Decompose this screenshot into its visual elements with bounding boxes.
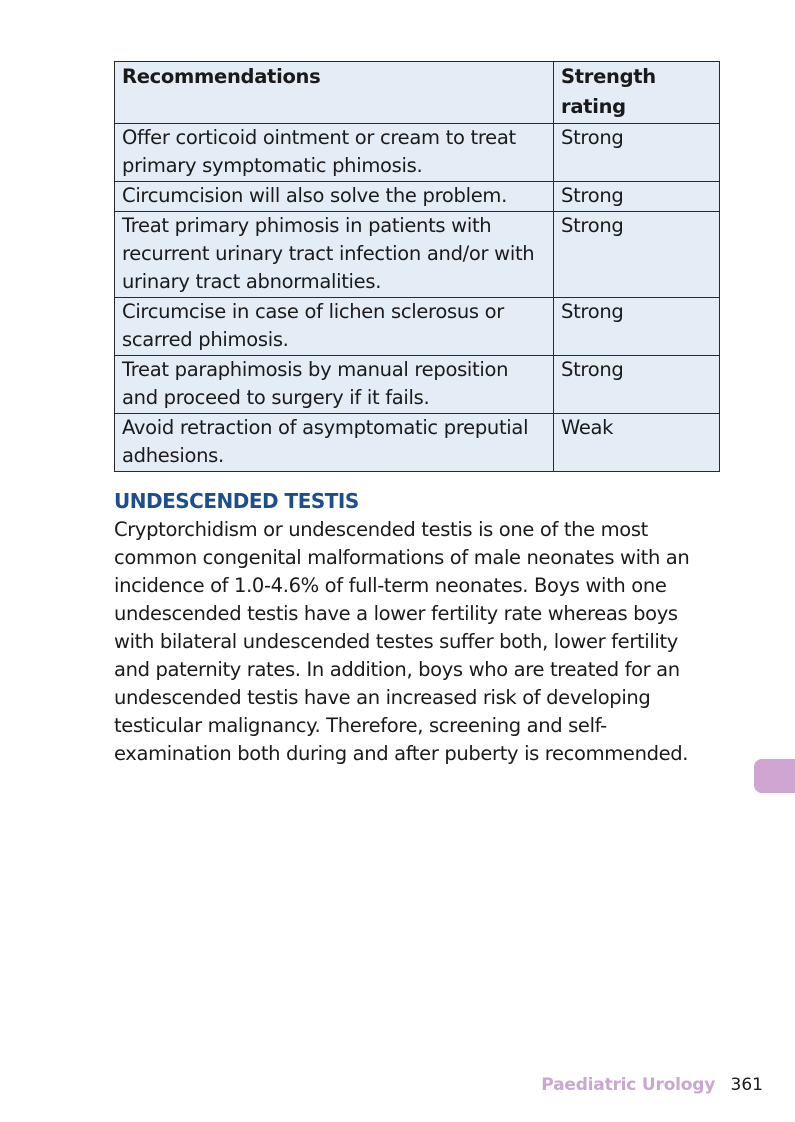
table-row xyxy=(115,298,720,356)
strength-cell: Strong xyxy=(554,124,720,182)
strength-cell: Weak xyxy=(554,414,720,472)
recommendation-cell: Circumcise in case of lichen sclerosus or scarred phimosis. xyxy=(115,298,554,356)
footer-section-name: Paediatric Urology xyxy=(541,1075,716,1095)
table-row xyxy=(115,212,720,298)
recommendation-cell: Offer corticoid ointment or cream to treat primary symptomatic phimosis. xyxy=(115,124,554,182)
strength-cell: Strong xyxy=(554,356,720,414)
table-header-row xyxy=(115,62,720,124)
strength-cell: Strong xyxy=(554,298,720,356)
page-number: 361 xyxy=(730,1075,763,1095)
recommendations-table xyxy=(114,61,720,472)
table-row xyxy=(115,124,720,182)
section-heading: UNDESCENDED TESTIS xyxy=(114,489,359,513)
recommendation-cell: Circumcision will also solve the problem. xyxy=(115,182,554,212)
strength-cell: Strong xyxy=(554,212,720,298)
header-recommendations: Recommendations xyxy=(115,62,554,124)
recommendation-cell: Treat primary phimosis in patients with recurrent urinary tract infection and/or with urinary tract abnormalities. xyxy=(115,212,554,298)
table-row xyxy=(115,182,720,212)
strength-cell: Strong xyxy=(554,182,720,212)
recommendation-cell: Treat paraphimosis by manual reposition and proceed to surgery if it fails. xyxy=(115,356,554,414)
table-row xyxy=(115,356,720,414)
header-strength-rating: Strength rating xyxy=(554,62,720,124)
recommendation-cell: Avoid retraction of asymptomatic preputial adhesions. xyxy=(115,414,554,472)
section-body-text: Cryptorchidism or undescended testis is one of the most common congenital malformations of male neonates with an incidence of 1.0-4.6% of full-term neonates. Boys with one undescended testis have a lower fertility rate whereas boys with bilateral undescended testes suffer both, lower fertility and paternity rates. In addition, boys who are treated for an undescended testis have an increased risk of developing testicular malignancy. Therefore, screening and self-examination both during and after puberty is recommended. xyxy=(114,518,690,765)
page-footer xyxy=(541,1073,763,1097)
table-row xyxy=(115,414,720,472)
chapter-side-tab xyxy=(754,759,795,793)
